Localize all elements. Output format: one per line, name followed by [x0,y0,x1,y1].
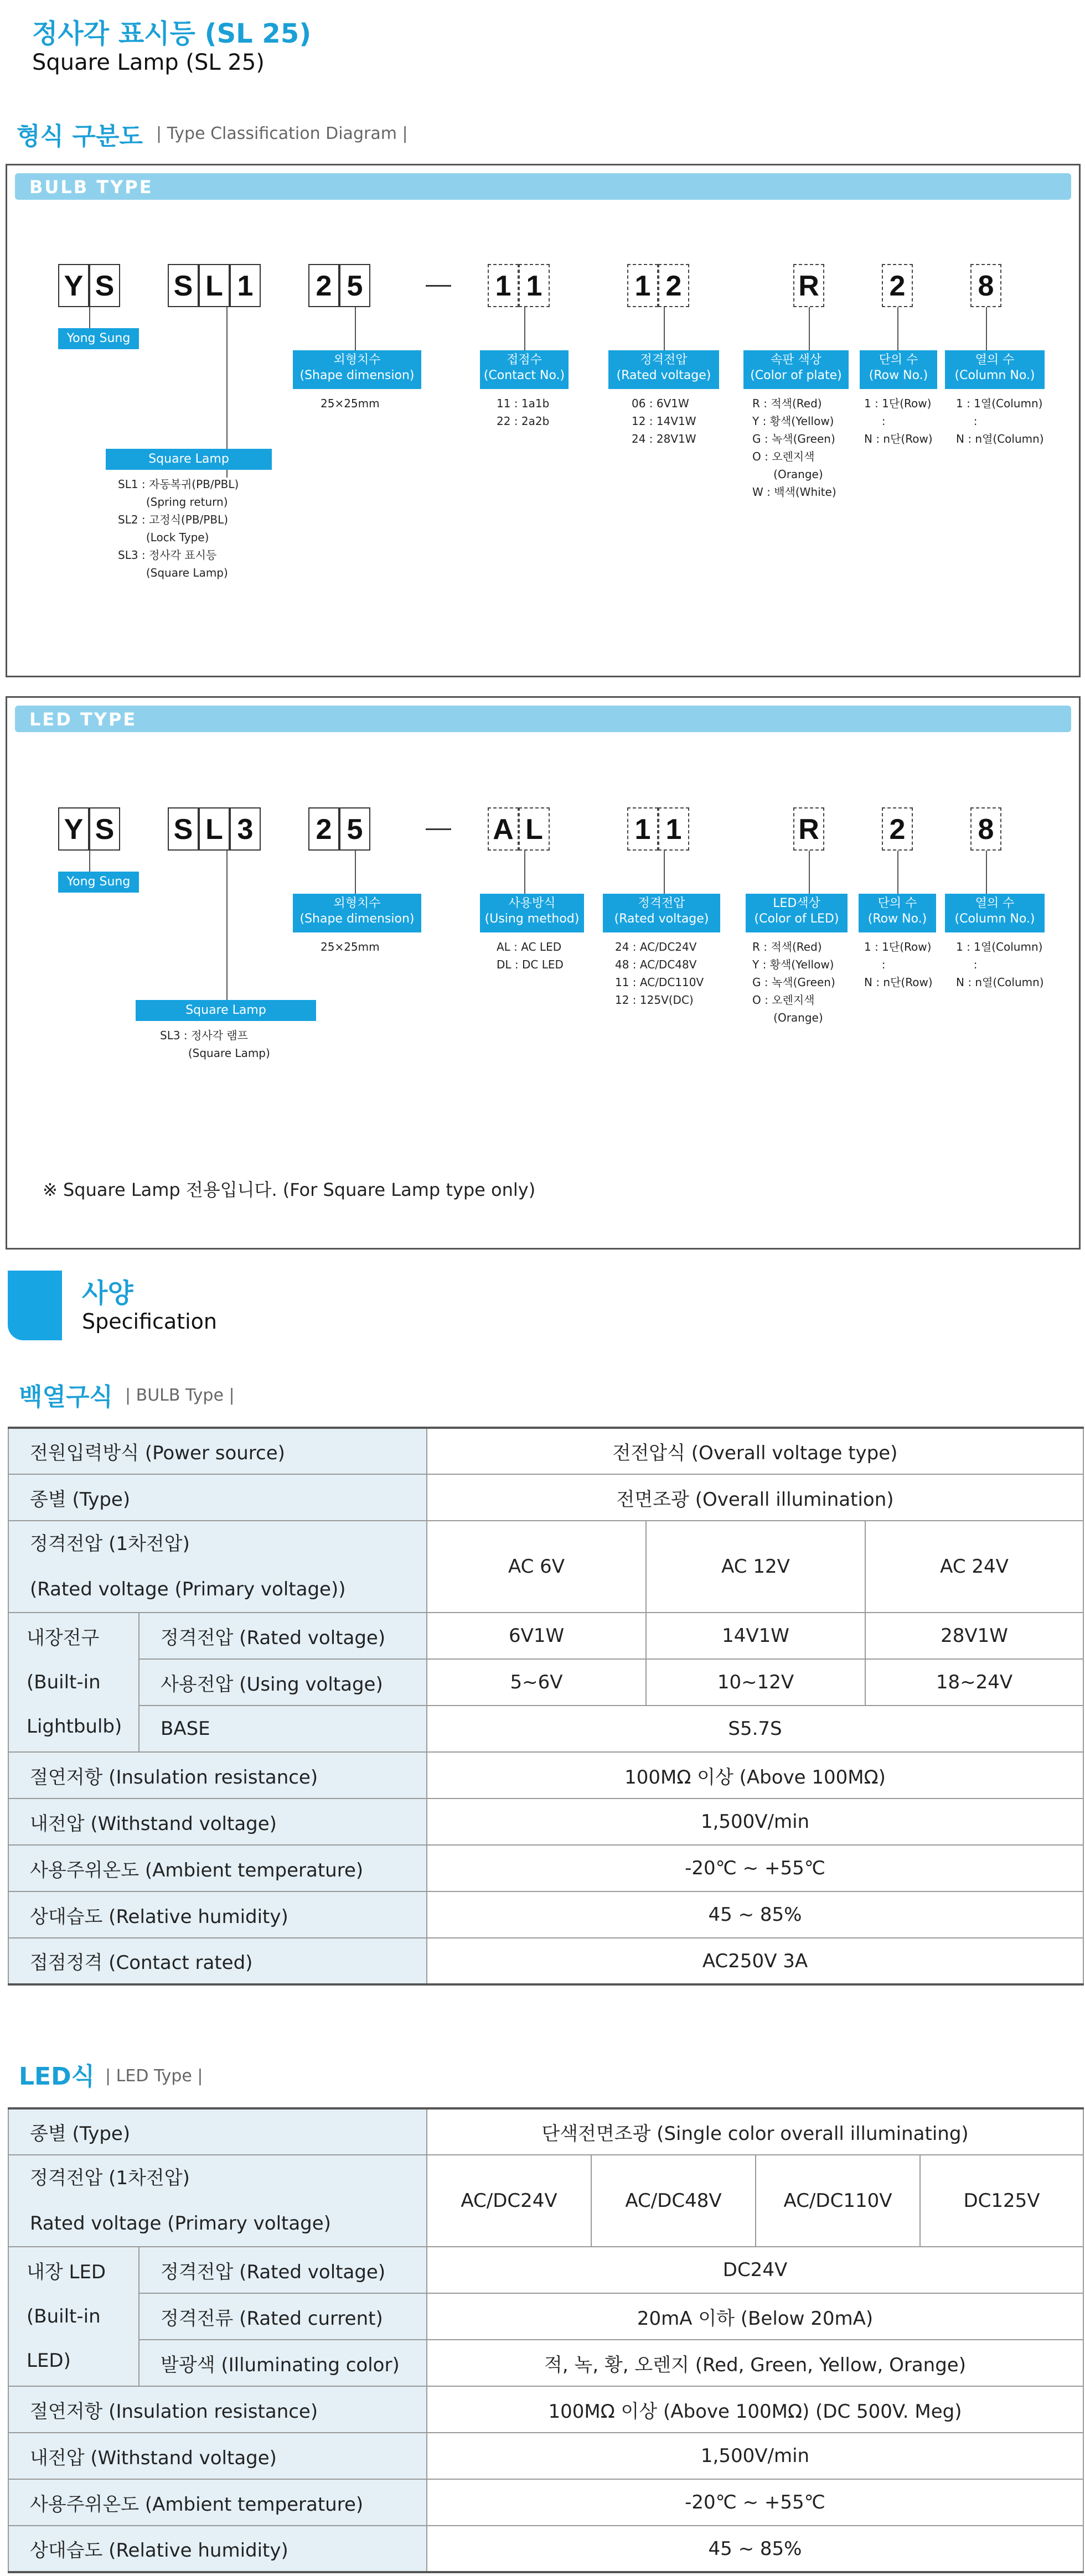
col-tag-ko: 열의 수 [975,353,1015,367]
row-label: 종별 (Type) [8,2108,427,2155]
row-value: -20℃ ~ +55℃ [427,2479,1083,2526]
led-spec-title: LED식 [19,2062,95,2091]
row-tag [859,894,936,932]
spec-subtitle: Specification [82,1309,217,1334]
builtin-label-1: 내장 LED [27,2261,106,2283]
row-label: 전원입력방식 (Power source) [8,1428,427,1474]
row-label: 상대습도 (Relative humidity) [8,1891,427,1938]
row-value: 100MΩ 이상 (Above 100MΩ) (DC 500V. Meg) [427,2386,1083,2433]
code-char: 1 [627,264,658,307]
led-color-tag-ko: LED색상 [773,896,820,910]
row-label: 사용전압 (Using voltage) [139,1659,427,1706]
row-label: 접점정격 (Contact rated) [8,1938,427,1984]
rated-tag-ko: 정격전압 [640,353,688,367]
code-char: 1 [627,807,658,851]
yongsung-tag: Yong Sung [58,328,139,349]
row-label: BASE [139,1706,427,1752]
row-label: 내전압 (Withstand voltage) [8,2433,427,2479]
row-label: 정격전압 (Rated voltage) [139,2247,427,2293]
method-tag-en: (Using method) [484,912,580,926]
code-char: R [793,264,824,307]
contact-tag [480,350,569,389]
rated-label-en: Rated voltage (Primary voltage) [30,2212,331,2235]
code-char: 2 [882,264,913,307]
square-lamp-desc: SL1 : 자동복귀(PB/PBL) (Spring return) SL2 : 고정식(PB/PBL) (Lock Type) SL3 : 정사각 표시등 (Square Lamp) [118,478,239,579]
row-label: 정격전류 (Rated current) [139,2293,427,2340]
code-char: 1 [230,264,261,307]
table-row [8,1428,1083,1474]
plate-tag-ko: 속판 색상 [770,353,822,367]
code-char: 2 [882,807,913,851]
shape-tag-ko: 외형치수 [333,896,381,910]
col-desc: 1 : 1열(Column) : N : n열(Column) [956,397,1044,445]
square-lamp-desc: SL3 : 정사각 램프 (Square Lamp) [160,1029,270,1060]
bulb-spec-table [8,1427,1084,1986]
code-char: L [199,264,230,307]
square-lamp-tag: Square Lamp [136,1000,316,1021]
row-value: 45 ~ 85% [427,1891,1083,1938]
rated-desc: 06 : 6V1W 12 : 14V1W 24 : 28V1W [632,397,696,445]
row-value: 1,500V/min [427,1798,1083,1845]
contact-desc: 11 : 1a1b 22 : 2a2b [497,397,550,428]
led-type-panel [6,696,1081,1250]
connector [355,307,356,350]
code-char: 2 [658,264,689,307]
code-char: 1 [519,264,550,307]
code-char: 2 [308,264,339,307]
row-label: 종별 (Type) [8,1474,427,1521]
classification-title: 형식 구분도 [17,122,143,151]
col-tag-ko: 열의 수 [975,896,1015,910]
connector [89,851,90,872]
table-row [8,2433,1083,2479]
col-tag-en: (Column No.) [954,912,1035,926]
led-type-bar [15,706,1071,732]
code-char: 1 [658,807,689,851]
code-char: S [168,807,199,851]
rated-tag [608,350,719,389]
code-char: 2 [308,807,339,851]
row-label [8,1521,427,1613]
plate-tag [743,350,849,389]
code-char: 5 [339,807,370,851]
row-value: 전전압식 (Overall voltage type) [427,1428,1083,1474]
table-row [8,2340,1083,2386]
row-value: 6V1W [427,1613,646,1659]
led-color-tag-en: (Color of LED) [754,912,839,926]
row-value: AC 24V [865,1521,1083,1613]
connector [89,307,90,328]
method-tag [480,894,584,932]
builtin-label [8,1613,139,1752]
shape-tag [293,350,421,389]
table-row [8,1845,1083,1891]
code-char: Y [58,807,89,851]
spec-accent-block [8,1271,62,1340]
row-value: 적, 녹, 황, 오렌지 (Red, Green, Yellow, Orange) [427,2340,1083,2386]
table-row [8,1938,1083,1984]
row-value: 100MΩ 이상 (Above 100MΩ) [427,1752,1083,1798]
row-value: AC/DC24V [427,2155,591,2247]
row-value: 28V1W [865,1613,1083,1659]
row-value: AC250V 3A [427,1938,1083,1984]
row-label: 사용주위온도 (Ambient temperature) [8,2479,427,2526]
connector [664,851,665,894]
connector [524,307,525,350]
row-value: AC 12V [646,1521,865,1613]
table-row [8,1474,1083,1521]
square-lamp-tag: Square Lamp [106,449,272,470]
connector [986,307,987,350]
row-label: 내전압 (Withstand voltage) [8,1798,427,1845]
code-char: 8 [970,807,1001,851]
method-tag-ko: 사용방식 [508,896,556,910]
shape-tag-en: (Shape dimension) [299,369,415,382]
connector [809,307,810,350]
builtin-label-2: (Built-in [27,1671,101,1693]
code-char: L [519,807,550,851]
row-value: 14V1W [646,1613,865,1659]
row-desc: 1 : 1단(Row) : N : n단(Row) [864,940,933,989]
table-row [8,2247,1083,2293]
rated-label-ko: 정격전압 (1차전압) [30,1533,190,1555]
row-desc: 1 : 1단(Row) : N : n단(Row) [864,397,933,445]
row-tag-ko: 단의 수 [877,896,917,910]
page-subtitle: Square Lamp (SL 25) [32,50,265,75]
led-color-desc: R : 적색(Red) Y : 황색(Yellow) G : 녹색(Green) O : 오렌지색 (Orange) [752,940,835,1024]
code-char: Y [58,264,89,307]
row-value: 5~6V [427,1659,646,1706]
row-label [8,2155,427,2247]
col-tag [945,350,1045,389]
row-value: DC125V [920,2155,1083,2247]
row-value: 10~12V [646,1659,865,1706]
bulb-type-label: BULB TYPE [29,177,153,198]
row-value: 전면조광 (Overall illumination) [427,1474,1083,1521]
rated-label-ko: 정격전압 (1차전압) [30,2167,190,2189]
code-char: 5 [339,264,370,307]
spec-title: 사양 [82,1278,133,1309]
separator-dash [426,285,451,287]
led-color-tag [746,894,848,932]
bulb-spec-subtitle: | BULB Type | [125,1386,235,1405]
code-char: A [488,807,519,851]
table-row [8,1798,1083,1845]
contact-tag-en: (Contact No.) [483,369,565,382]
col-tag-en: (Column No.) [954,369,1035,382]
row-tag-en: (Row No.) [869,369,928,382]
row-tag-ko: 단의 수 [879,353,918,367]
yongsung-tag: Yong Sung [58,872,139,893]
rated-label-en: (Rated voltage (Primary voltage)) [30,1578,346,1600]
table-row [8,1613,1083,1659]
code-char: S [168,264,199,307]
builtin-label-2: (Built-in [27,2305,101,2328]
table-row [8,1521,1083,1613]
table-row [8,1659,1083,1706]
row-value: AC/DC110V [756,2155,920,2247]
connector [664,307,665,350]
table-row [8,1706,1083,1752]
shape-desc: 25×25mm [321,940,380,953]
table-row [8,2155,1083,2247]
shape-tag-en: (Shape dimension) [299,912,415,926]
led-spec-table [8,2107,1084,2573]
led-type-label: LED TYPE [29,709,137,730]
col-desc: 1 : 1열(Column) : N : n열(Column) [956,940,1044,989]
rated-tag-ko: 정격전압 [638,896,685,910]
table-row [8,2526,1083,2572]
led-spec-subtitle: | LED Type | [105,2066,203,2086]
row-value: -20℃ ~ +55℃ [427,1845,1083,1891]
rated-tag-en: (Rated voltage) [614,912,709,926]
rated-desc: 24 : AC/DC24V 48 : AC/DC48V 11 : AC/DC110V 12 : 125V(DC) [615,940,704,1007]
row-label: 사용주위온도 (Ambient temperature) [8,1845,427,1891]
connector [355,851,356,894]
builtin-label-3: Lightbulb) [27,1715,122,1738]
row-value: 1,500V/min [427,2433,1083,2479]
connector [897,307,898,350]
connector [809,851,810,894]
table-row [8,1752,1083,1798]
code-char: 8 [970,264,1001,307]
row-value: DC24V [427,2247,1083,2293]
row-value: 18~24V [865,1659,1083,1706]
rated-tag [603,894,720,932]
bulb-type-bar [15,173,1071,200]
row-tag-en: (Row No.) [867,912,927,926]
row-label: 발광색 (Illuminating color) [139,2340,427,2386]
connector [897,851,898,894]
contact-tag-ko: 접점수 [507,353,542,367]
code-char: S [89,264,120,307]
connector [226,851,228,1017]
rated-tag-en: (Rated voltage) [616,369,711,382]
plate-tag-en: (Color of plate) [750,369,842,382]
shape-tag-ko: 외형치수 [333,353,381,367]
row-label: 상대습도 (Relative humidity) [8,2526,427,2572]
row-value: AC/DC48V [591,2155,756,2247]
table-row [8,2386,1083,2433]
code-char: R [793,807,824,851]
classification-subtitle: | Type Classification Diagram | [156,124,408,143]
shape-tag [293,894,421,932]
row-value: 단색전면조광 (Single color overall illuminating) [427,2108,1083,2155]
row-tag [860,350,937,389]
col-tag [945,894,1045,932]
connector [986,851,987,894]
row-label: 절연저항 (Insulation resistance) [8,1752,427,1798]
table-row [8,2293,1083,2340]
method-desc: AL : AC LED DL : DC LED [497,940,564,971]
code-char: 1 [488,264,519,307]
code-char: 3 [230,807,261,851]
led-note: ※ Square Lamp 전용입니다. (For Square Lamp type only) [43,1179,536,1200]
row-value: 45 ~ 85% [427,2526,1083,2572]
page-title: 정사각 표시등 (SL 25) [32,18,312,49]
connector [524,851,525,894]
builtin-label [8,2247,139,2386]
table-row [8,2108,1083,2155]
separator-dash [426,828,451,830]
row-value: AC 6V [427,1521,646,1613]
code-char: S [89,807,120,851]
bulb-type-panel [6,164,1081,677]
table-row [8,2479,1083,2526]
plate-desc: R : 적색(Red) Y : 황색(Yellow) G : 녹색(Green) O : 오렌지색 (Orange) W : 백색(White) [752,397,836,499]
code-char: L [199,807,230,851]
row-label: 절연저항 (Insulation resistance) [8,2386,427,2433]
row-value: S5.7S [427,1706,1083,1752]
row-label: 정격전압 (Rated voltage) [139,1613,427,1659]
builtin-label-3: LED) [27,2350,71,2372]
builtin-label-1: 내장전구 [27,1627,100,1649]
table-row [8,1891,1083,1938]
row-value: 20mA 이하 (Below 20mA) [427,2293,1083,2340]
shape-desc: 25×25mm [321,397,380,410]
bulb-spec-title: 백열구식 [19,1383,113,1411]
